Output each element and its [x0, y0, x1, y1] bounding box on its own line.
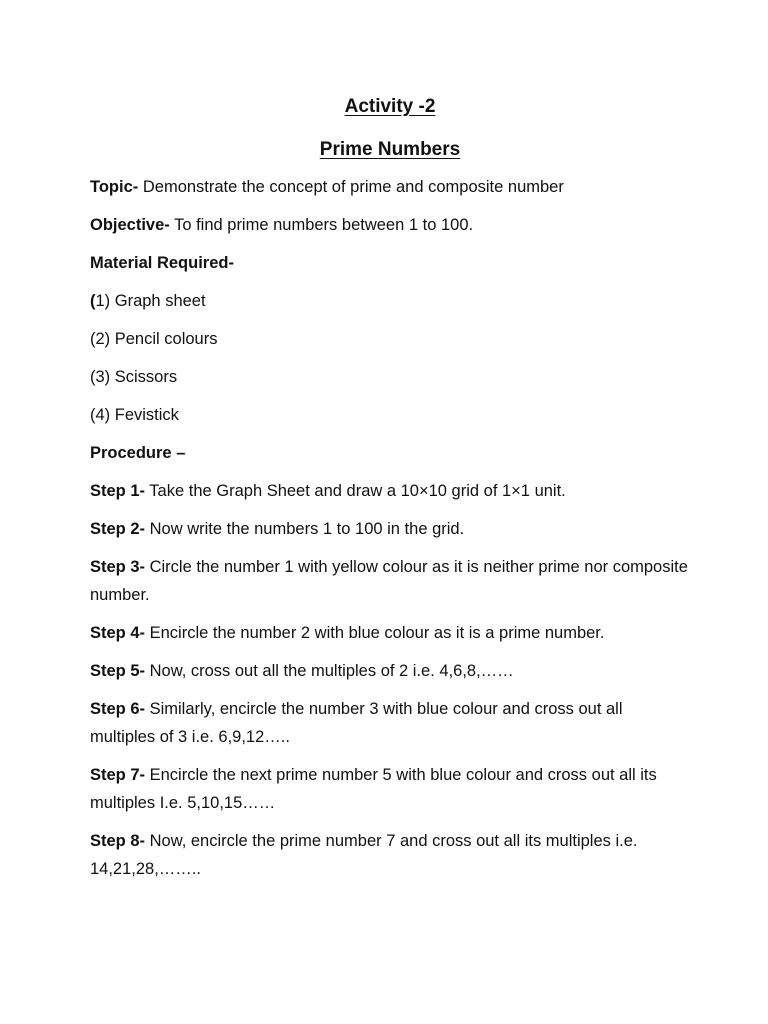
step-text: Now write the numbers 1 to 100 in the grid. — [145, 520, 465, 538]
step-label: Step 4- — [90, 624, 146, 642]
step-1 — [90, 477, 690, 505]
objective-text: To find prime numbers between 1 to 100. — [169, 216, 474, 234]
step-text: Now, encircle the prime number 7 and cross out all its multiples i.e. 14,21,28,…….. — [90, 832, 638, 878]
step-3 — [90, 553, 690, 609]
step-2 — [90, 515, 690, 543]
step-4 — [90, 619, 690, 647]
step-text: Now, cross out all the multiples of 2 i.e. 4,6,8,…… — [145, 662, 514, 680]
document-page — [90, 92, 690, 893]
activity-title: Activity -2 — [344, 96, 436, 117]
step-text: Encircle the number 2 with blue colour as it is a prime number. — [145, 624, 605, 642]
topic-line — [90, 173, 690, 201]
materials-heading: Material Required- — [90, 254, 234, 272]
step-label: Step 5- — [90, 662, 146, 680]
step-label: Step 2- — [90, 520, 146, 538]
topic-text: Demonstrate the concept of prime and composite number — [138, 178, 564, 196]
material-item-1: (1) Graph sheet — [90, 292, 206, 310]
step-text: Similarly, encircle the number 3 with blue colour and cross out all multiples of 3 i.e. 6,9,12….. — [90, 700, 623, 746]
step-5 — [90, 657, 690, 685]
step-text: Take the Graph Sheet and draw a 10×10 grid of 1×1 unit. — [145, 482, 566, 500]
step-text: Encircle the next prime number 5 with blue colour and cross out all its multiples I.e. 5,10,15…… — [90, 766, 657, 812]
material-item-3: (3) Scissors — [90, 368, 178, 386]
step-label: Step 3- — [90, 558, 146, 576]
objective-label: Objective- — [90, 216, 170, 234]
objective-line — [90, 211, 690, 239]
step-label: Step 8- — [90, 832, 146, 850]
step-text: Circle the number 1 with yellow colour as it is neither prime nor composite number. — [90, 558, 688, 604]
material-item-2: (2) Pencil colours — [90, 330, 218, 348]
step-6 — [90, 695, 690, 751]
step-8 — [90, 827, 690, 883]
topic-label: Topic- — [90, 178, 139, 196]
activity-subtitle: Prime Numbers — [319, 139, 461, 160]
material-item-4: (4) Fevistick — [90, 406, 179, 424]
step-label: Step 7- — [90, 766, 146, 784]
step-7 — [90, 761, 690, 817]
step-label: Step 6- — [90, 700, 146, 718]
procedure-heading: Procedure – — [90, 444, 186, 462]
step-label: Step 1- — [90, 482, 146, 500]
